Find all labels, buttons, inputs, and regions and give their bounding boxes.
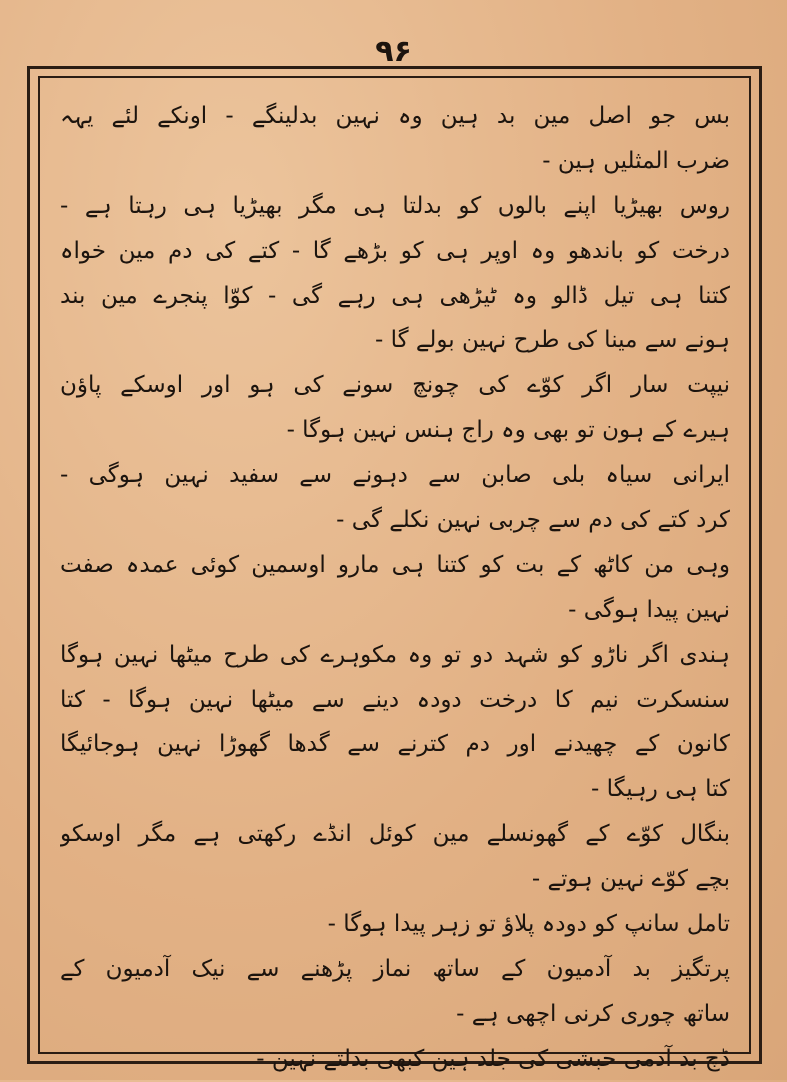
- text-line: کرد کتے کی دم سے چربی نہین نکلے گی -: [336, 507, 730, 534]
- text-line: درخت کو باندھو وہ اوپر ہی کو بڑھے گا - کتے کی دم مین خواہ: [60, 237, 730, 264]
- text-line: ڈچ بد آدمی حبشی کی جلد ہین کبھی بدلتے نہین -: [256, 1045, 730, 1072]
- text-line: روس بھیڑیا اپنے بالوں کو بدلتا ہی مگر بھیڑیا ہی رہتا ہے -: [60, 192, 730, 219]
- text-line: بنگال کوّے کے گھونسلے مین کوئل انڈے رکھتی ہے مگر اوسکو: [60, 821, 730, 848]
- body-text: [46, 84, 744, 1072]
- text-line: کتا ہی رہیگا -: [590, 776, 730, 803]
- text-line: ہیرے کے ہون تو بھی وہ راج ہنس نہین ہوگا -: [286, 417, 730, 444]
- text-line: نہین پیدا ہوگی -: [568, 596, 730, 623]
- text-line: کتنا ہی تیل ڈالو وہ ٹیڑھی ہی رہے گی - کوّا پنجرے مین بند: [60, 282, 730, 309]
- text-line: ہندی اگر ناڑو کو شہد دو تو وہ مکوہرے کی طرح میٹھا نہین ہوگا: [60, 641, 730, 668]
- text-line: پرتگیز بد آدمیون کے ساتھ نماز پڑھنے سے نیک آدمیون کے: [60, 955, 730, 982]
- text-line: نیپت سار اگر کوّے کی چونچ سونے کی ہو اور اوسکے پاؤن: [60, 372, 730, 399]
- text-line: سنسکرت نیم کا درخت دودہ دینے سے میٹھا نہین ہوگا - کتا: [60, 686, 730, 713]
- page-number: ۹۶: [375, 34, 412, 69]
- text-line: بچے کوّے نہین ہوتے -: [531, 866, 730, 893]
- text-line: وہی من کاٹھ کے بت کو کتنا ہی مارو اوسمین کوئی عمدہ صفت: [60, 551, 730, 578]
- text-line: ساتھ چوری کرنی اچھی ہے -: [456, 1000, 730, 1027]
- text-line: تامل سانپ کو دودہ پلاؤ تو زہر پیدا ہوگا -: [327, 911, 730, 938]
- text-line: کانون کے چھیدنے اور دم کترنے سے گدھا گھوڑا نہین ہوجائیگا: [60, 731, 730, 758]
- text-line: ہونے سے مینا کی طرح نہین بولے گا -: [375, 327, 730, 354]
- text-line: بس جو اصل مین بد ہین وہ نہین بدلینگے - اونکے لئے یہہ: [60, 103, 730, 129]
- text-line: ایرانی سیاہ بلی صابن سے دہونے سے سفید نہین ہوگی -: [60, 462, 730, 489]
- text-line: ضرب المثلیں ہین -: [542, 147, 730, 174]
